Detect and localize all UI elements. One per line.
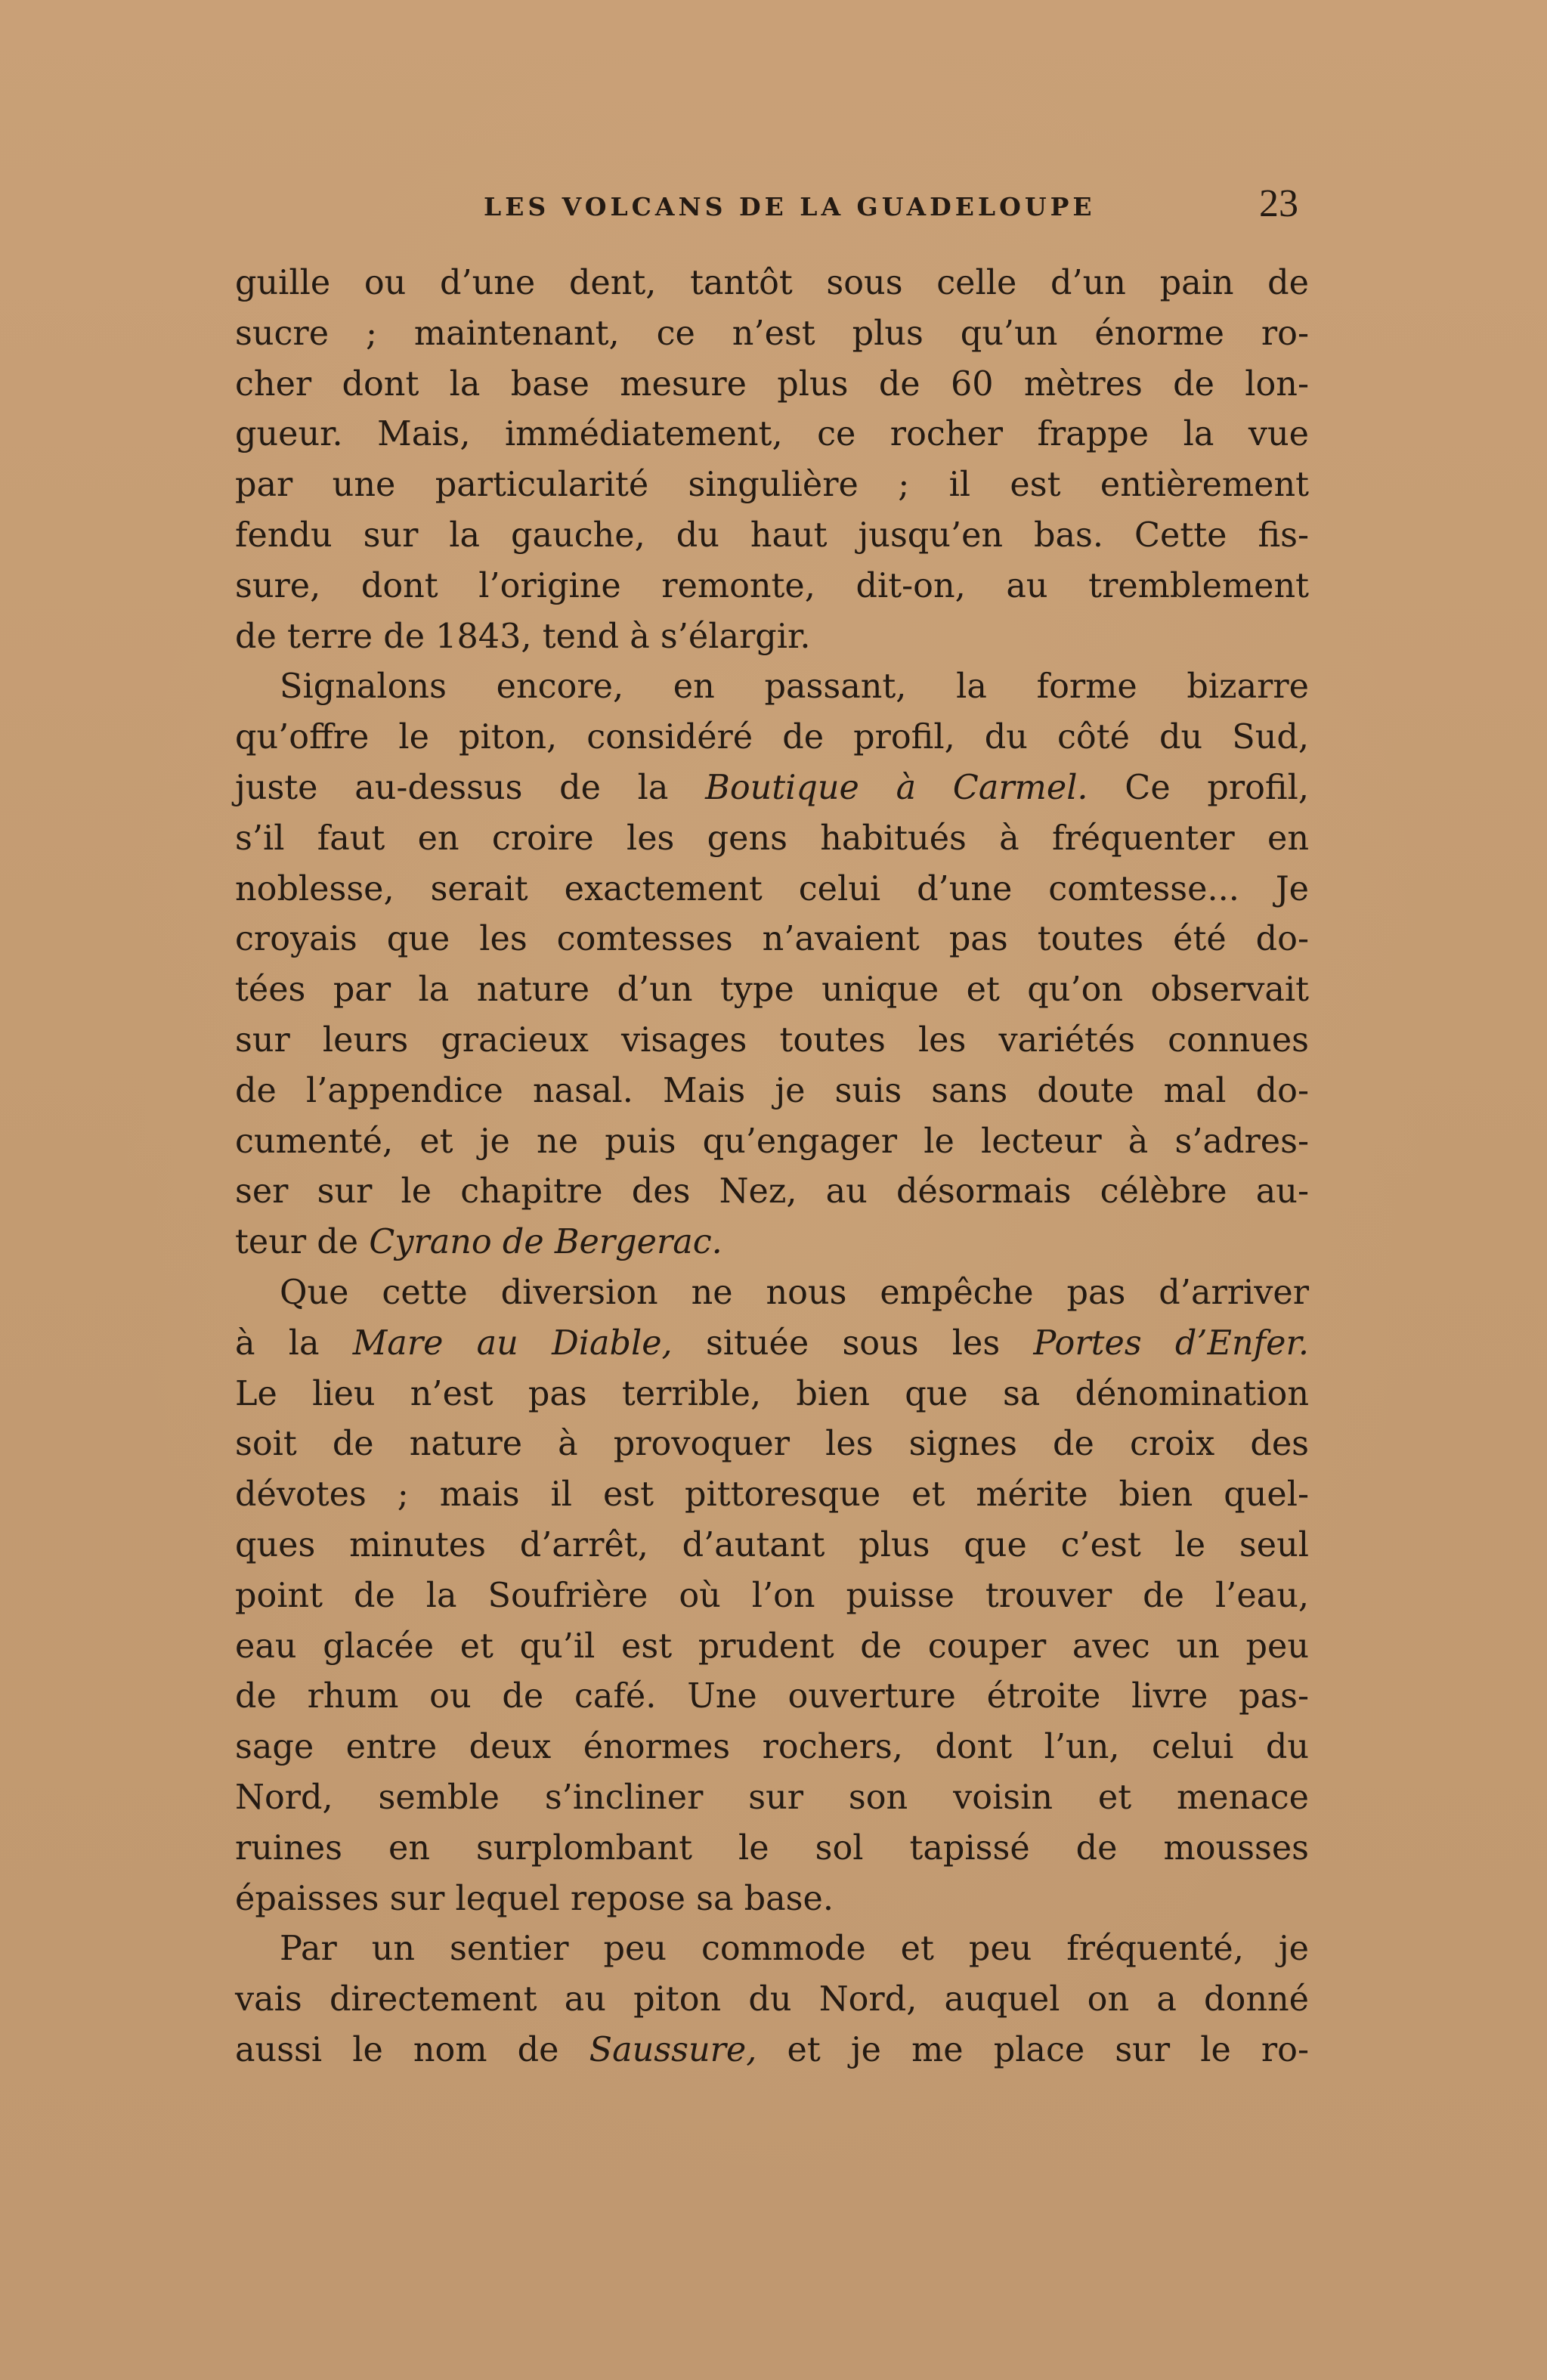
text-run: située sous les bbox=[672, 1323, 1034, 1363]
text-line: sage entre deux énormes rochers, dont l’un, celui du bbox=[235, 1728, 1309, 1767]
text-line: s’il faut en croire les gens habitués à fréquenter en bbox=[235, 819, 1309, 858]
text-line: Que cette diversion ne nous empêche pas d’arriver bbox=[280, 1273, 1309, 1312]
text-line: croyais que les comtesses n’avaient pas toutes été do- bbox=[235, 920, 1309, 959]
text-line: point de la Soufrière où l’on puisse trouver de l’eau, bbox=[235, 1576, 1309, 1615]
text-line: gueur. Mais, immédiatement, ce rocher frappe la vue bbox=[235, 415, 1309, 454]
text-line: de l’appendice nasal. Mais je suis sans doute mal do- bbox=[235, 1071, 1309, 1110]
text-line-mixed bbox=[235, 763, 1309, 814]
text-line: de rhum ou de café. Une ouverture étroite livre pas- bbox=[235, 1677, 1309, 1716]
text-line: Par un sentier peu commode et peu fréquenté, je bbox=[280, 1930, 1309, 1969]
text-line-mixed bbox=[235, 1218, 1309, 1268]
italic-run: Boutique à Carmel. bbox=[705, 768, 1088, 807]
text-run: à la bbox=[235, 1323, 353, 1363]
text-run: et je me place sur le ro- bbox=[756, 2030, 1310, 2069]
text-line: vais directement au piton du Nord, auquel on a donné bbox=[235, 1980, 1309, 2019]
italic-run: Saussure, bbox=[589, 2030, 757, 2069]
italic-run: Cyrano de Bergerac. bbox=[369, 1223, 722, 1262]
text-line: fendu sur la gauche, du haut jusqu’en bas. Cette fis- bbox=[235, 515, 1309, 555]
text-line: ser sur le chapitre des Nez, au désormais célèbre au- bbox=[235, 1172, 1309, 1212]
text-line: ques minutes d’arrêt, d’autant plus que c’est le seul bbox=[235, 1525, 1309, 1564]
italic-run: Portes d’Enfer. bbox=[1033, 1323, 1310, 1363]
text-line: Signalons encore, en passant, la forme bizarre bbox=[280, 667, 1309, 707]
text-line: épaisses sur lequel repose sa base. bbox=[235, 1879, 834, 1918]
text-line: cumenté, et je ne puis qu’engager le lecteur à s’adres- bbox=[235, 1122, 1309, 1161]
text-line: eau glacée et qu’il est prudent de couper avec un peu bbox=[235, 1626, 1309, 1666]
text-line: tées par la nature d’un type unique et qu’on observait bbox=[235, 970, 1309, 1010]
text-line-mixed bbox=[235, 2026, 1309, 2076]
text-line: Le lieu n’est pas terrible, bien que sa dénomination bbox=[235, 1374, 1309, 1413]
text-line: qu’offre le piton, considéré de profil, du côté du Sud, bbox=[235, 718, 1309, 757]
text-line: Nord, semble s’incliner sur son voisin et menace bbox=[235, 1778, 1309, 1817]
text-line: guille ou d’une dent, tantôt sous celle d’un pain de bbox=[235, 264, 1309, 302]
text-line: cher dont la base mesure plus de 60 mètres de lon- bbox=[235, 364, 1309, 404]
text-run: teur de bbox=[235, 1223, 370, 1262]
text-line: par une particularité singulière ; il est entièrement bbox=[235, 466, 1309, 505]
body-text bbox=[235, 258, 1309, 2076]
text-run: Ce profil, bbox=[1088, 768, 1309, 807]
text-line: dévotes ; mais il est pittoresque et mérite bien quel- bbox=[235, 1475, 1309, 1515]
text-line: sure, dont l’origine remonte, dit-on, au tremblement bbox=[235, 566, 1309, 605]
text-line: noblesse, serait exactement celui d’une comtesse... Je bbox=[235, 869, 1309, 908]
text-line: sucre ; maintenant, ce n’est plus qu’un énorme ro- bbox=[235, 314, 1309, 353]
text-line: de terre de 1843, tend à s’élargir. bbox=[235, 617, 811, 656]
text-run: juste au-dessus de la bbox=[235, 768, 706, 807]
italic-run: Mare au Diable, bbox=[352, 1323, 673, 1363]
page-number: 23 bbox=[1259, 182, 1298, 225]
running-title: LES VOLCANS DE LA GUADELOUPE bbox=[484, 192, 1096, 221]
text-line: sur leurs gracieux visages toutes les variétés connues bbox=[235, 1020, 1309, 1060]
text-run: aussi le nom de bbox=[235, 2030, 589, 2069]
text-line-mixed bbox=[235, 1319, 1309, 1370]
text-line: ruines en surplombant le sol tapissé de mousses bbox=[235, 1828, 1309, 1868]
text-line: soit de nature à provoquer les signes de croix des bbox=[235, 1425, 1309, 1464]
